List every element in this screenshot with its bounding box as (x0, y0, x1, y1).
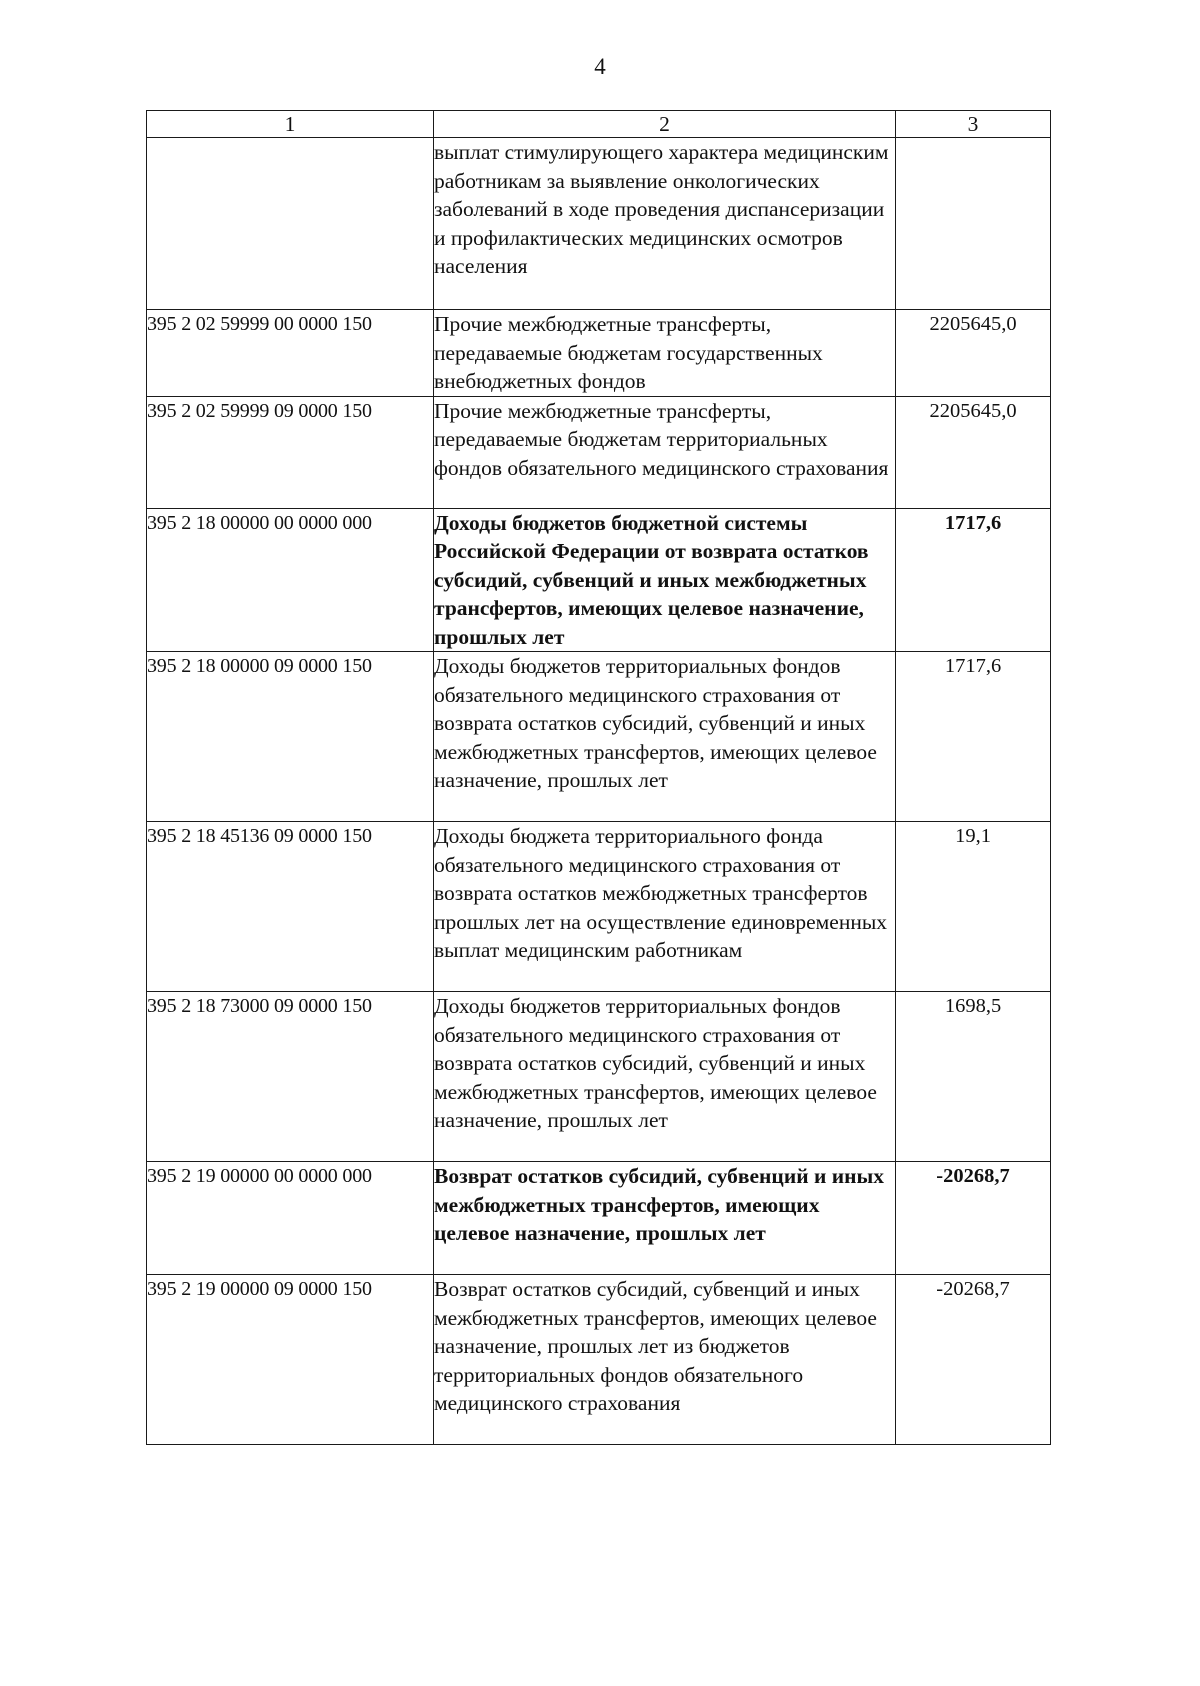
row-code: 395 2 19 00000 00 0000 000 (147, 1162, 434, 1275)
table-row (147, 396, 1051, 508)
row-amount: 19,1 (896, 822, 1051, 992)
table-row (147, 822, 1051, 992)
row-code: 395 2 02 59999 09 0000 150 (147, 396, 434, 508)
page-number: 4 (594, 54, 606, 79)
row-code (147, 138, 434, 310)
row-code: 395 2 18 73000 09 0000 150 (147, 992, 434, 1162)
row-amount (896, 138, 1051, 310)
row-name: Доходы бюджетов территориальных фондов обязательного медицинского страхования от возврата остатков субсидий, субвенций и иных межбюджетных трансфертов, имеющих целевое назначение, прошлых лет (434, 992, 896, 1162)
row-name: Доходы бюджетов бюджетной системы Российской Федерации от возврата остатков субсидий, субвенций и иных межбюджетных трансфертов, имеющих целевое назначение, прошлых лет (434, 508, 896, 652)
row-amount: 1717,6 (896, 508, 1051, 652)
row-name: Доходы бюджетов территориальных фондов обязательного медицинского страхования от возврата остатков субсидий, субвенций и иных межбюджетных трансфертов, имеющих целевое назначение, прошлых лет (434, 652, 896, 822)
column-header-1: 1 (147, 111, 434, 138)
row-amount: -20268,7 (896, 1162, 1051, 1275)
row-name: выплат стимулирующего характера медицинским работникам за выявление онкологических заболеваний в ходе проведения диспансеризации и профилактических медицинских осмотров населения (434, 138, 896, 310)
row-name: Прочие межбюджетные трансферты, передаваемые бюджетам государственных внебюджетных фондов (434, 310, 896, 397)
table-row (147, 310, 1051, 397)
table-row (147, 992, 1051, 1162)
row-code: 395 2 19 00000 09 0000 150 (147, 1275, 434, 1445)
row-amount: 2205645,0 (896, 396, 1051, 508)
row-code: 395 2 18 45136 09 0000 150 (147, 822, 434, 992)
table-row (147, 1162, 1051, 1275)
column-header-2: 2 (434, 111, 896, 138)
row-name: Возврат остатков субсидий, субвенций и иных межбюджетных трансфертов, имеющих целевое назначение, прошлых лет из бюджетов территориальных фондов обязательного медицинского страхования (434, 1275, 896, 1445)
column-header-3: 3 (896, 111, 1051, 138)
row-amount: 1698,5 (896, 992, 1051, 1162)
row-name: Прочие межбюджетные трансферты, передаваемые бюджетам территориальных фондов обязательного медицинского страхования (434, 396, 896, 508)
row-code: 395 2 02 59999 00 0000 150 (147, 310, 434, 397)
table-row (147, 508, 1051, 652)
row-amount: -20268,7 (896, 1275, 1051, 1445)
row-name: Доходы бюджета территориального фонда обязательного медицинского страхования от возврата остатков межбюджетных трансфертов прошлых лет на осуществление единовременных выплат медицинским работникам (434, 822, 896, 992)
table-row (147, 652, 1051, 822)
table-row (147, 138, 1051, 310)
row-amount: 1717,6 (896, 652, 1051, 822)
table-row (147, 1275, 1051, 1445)
table-header-row (147, 111, 1051, 138)
row-name: Возврат остатков субсидий, субвенций и иных межбюджетных трансфертов, имеющих целевое назначение, прошлых лет (434, 1162, 896, 1275)
row-code: 395 2 18 00000 09 0000 150 (147, 652, 434, 822)
budget-table (146, 110, 1051, 1445)
row-amount: 2205645,0 (896, 310, 1051, 397)
row-code: 395 2 18 00000 00 0000 000 (147, 508, 434, 652)
